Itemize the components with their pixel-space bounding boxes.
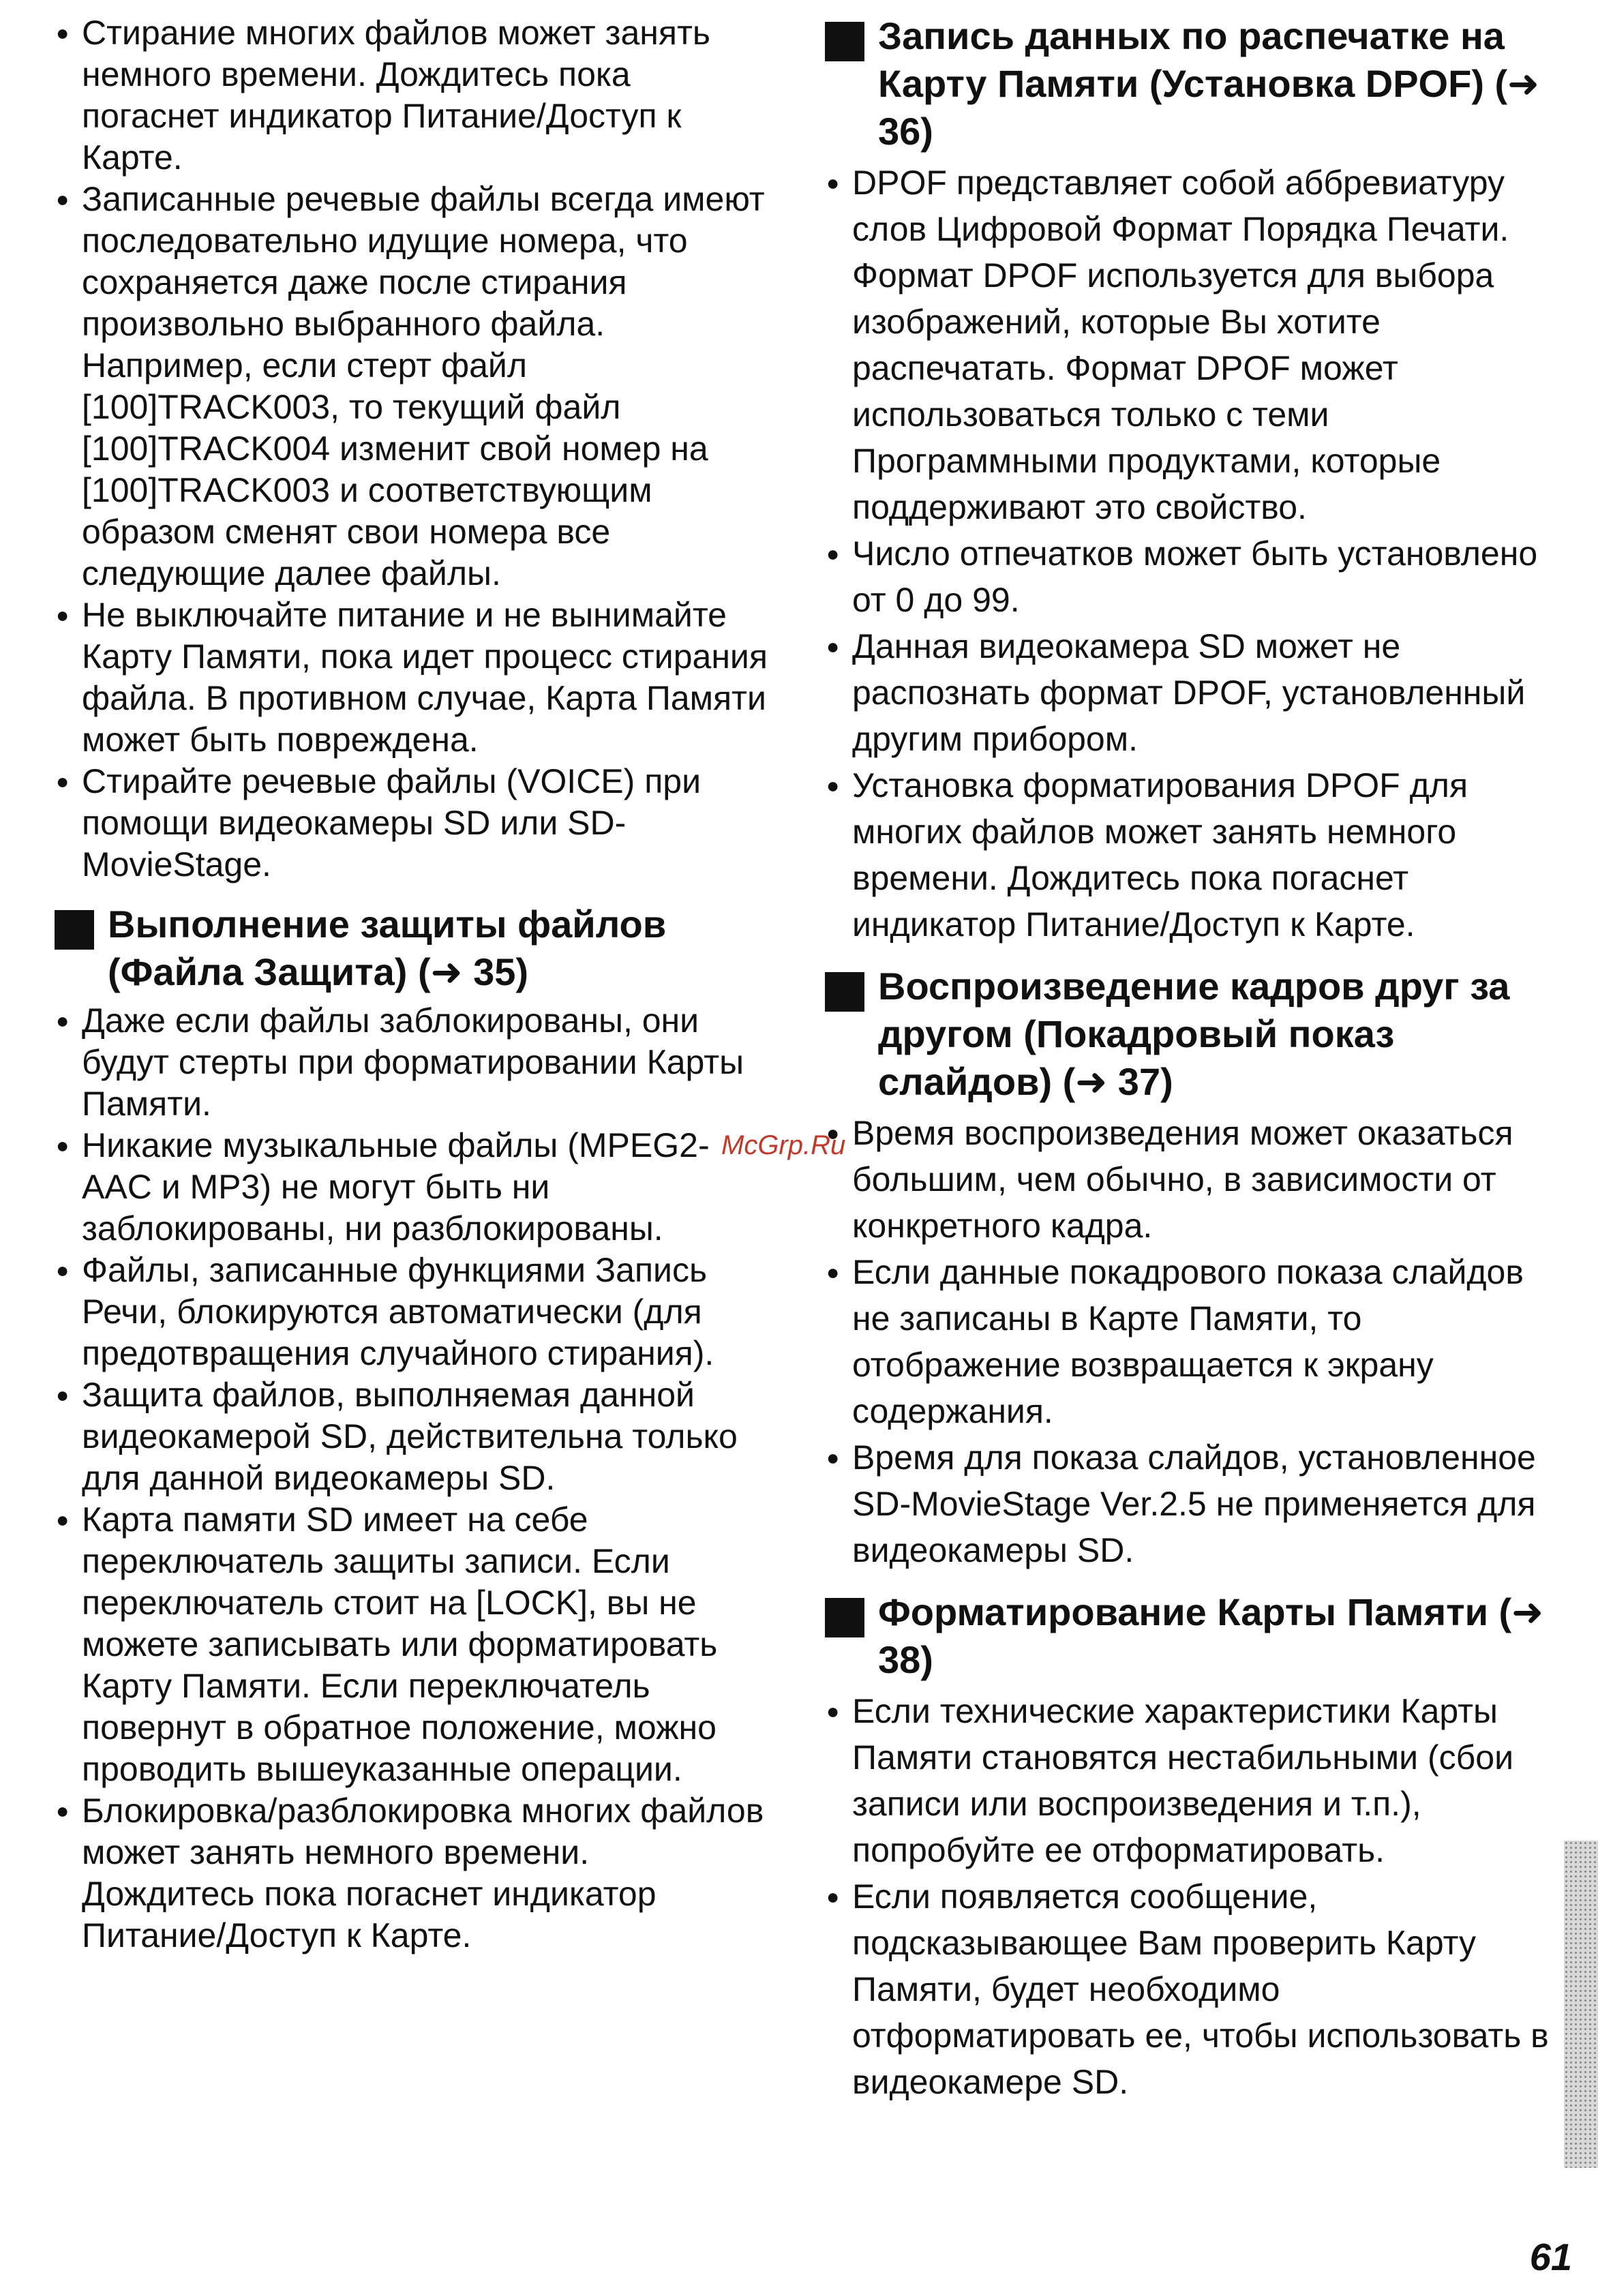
- bullet-item: ● Никакие музыкальные файлы (MPEG2-AAC и MP3) не могут быть ни заблокированы, ни разблокированы.: [55, 1125, 770, 1250]
- bullet-item: ● Число отпечатков может быть установлено от 0 до 99.: [825, 530, 1561, 623]
- page-number: 61: [1529, 2235, 1572, 2278]
- page-edge-tab: [1564, 1841, 1598, 2168]
- right-column: [825, 12, 1561, 2105]
- section-heading-format-card: [825, 1588, 1561, 1684]
- left-column: [55, 12, 770, 1957]
- section-square-icon: [55, 910, 94, 950]
- bullet-item: ● Защита файлов, выполняемая данной видеокамерой SD, действительна только для данной видеокамеры SD.: [55, 1374, 770, 1499]
- section-heading-text: Форматирование Карты Памяти (➜ 38): [878, 1590, 1544, 1681]
- bullet-item: ● Время для показа слайдов, установленное SD-MovieStage Ver.2.5 не применяется для видеокамеры SD.: [825, 1434, 1561, 1573]
- section-heading-slideshow: [825, 963, 1561, 1106]
- bullet-item: ● Стирайте речевые файлы (VOICE) при помощи видеокамеры SD или SD-MovieStage.: [55, 761, 770, 886]
- bullet-item: ● Если технические характеристики Карты Памяти становятся нестабильными (сбои записи или воспроизведения и т.п.), попробуйте ее отформатировать.: [825, 1688, 1561, 1873]
- bullet-item: ● Время воспроизведения может оказаться большим, чем обычно, в зависимости от конкретного кадра.: [825, 1110, 1561, 1249]
- section-heading-text: Выполнение защиты файлов (Файла Защита) (➜ 35): [108, 903, 667, 993]
- bullet-item: ● Если появляется сообщение, подсказывающее Вам проверить Карту Памяти, будет необходимо отформатировать ее, чтобы использовать в видеокамере SD.: [825, 1873, 1561, 2105]
- section-heading-text: Воспроизведение кадров друг за другом (Покадровый показ слайдов) (➜ 37): [878, 965, 1510, 1103]
- section-heading-file-protection: [55, 901, 770, 996]
- section-square-icon: [825, 972, 864, 1012]
- watermark: McGrp.Ru: [721, 1130, 846, 1160]
- bullet-item: ● Записанные речевые файлы всегда имеют последовательно идущие номера, что сохраняется даже после стирания произвольно выбранного файла. Например, если стерт файл [100]TRACK003, то текущий файл [100]TRACK004 изменит свой номер на [100]TRACK003 и соответствующим образом сменят свои номера все следующие далее файлы.: [55, 179, 770, 594]
- section-heading-text: Запись данных по распечатке на Карту Памяти (Установка DPOF) (➜ 36): [878, 14, 1540, 153]
- bullet-item: ● Установка форматирования DPOF для многих файлов может занять немного времени. Дождитесь пока погаснет индикатор Питание/Доступ к Карте.: [825, 762, 1561, 948]
- section-heading-dpof: [825, 12, 1561, 155]
- bullet-item: ● DPOF представляет собой аббревиатуру слов Цифровой Формат Порядка Печати. Формат DPOF используется для выбора изображений, которые Вы хотите распечатать. Формат DPOF может использоваться только с теми Программными продуктами, которые поддерживают это свойство.: [825, 160, 1561, 530]
- bullet-item: ● Даже если файлы заблокированы, они будут стерты при форматировании Карты Памяти.: [55, 1000, 770, 1125]
- bullet-item: ● Файлы, записанные функциями Запись Речи, блокируются автоматически (для предотвращения случайного стирания).: [55, 1250, 770, 1374]
- bullet-item: ● Данная видеокамера SD может не распознать формат DPOF, установленный другим прибором.: [825, 623, 1561, 762]
- section-square-icon: [825, 22, 864, 61]
- section-square-icon: [825, 1598, 864, 1637]
- bullet-item: ● Блокировка/разблокировка многих файлов может занять немного времени. Дождитесь пока погаснет индикатор Питание/Доступ к Карте.: [55, 1790, 770, 1957]
- bullet-item: ● Не выключайте питание и не вынимайте Карту Памяти, пока идет процесс стирания файла. В противном случае, Карта Памяти может быть повреждена.: [55, 594, 770, 761]
- bullet-item: ● Карта памяти SD имеет на себе переключатель защиты записи. Если переключатель стоит на [LOCK], вы не можете записывать или форматировать Карту Памяти. Если переключатель повернут в обратное положение, можно проводить вышеуказанные операции.: [55, 1499, 770, 1790]
- bullet-item: ● Стирание многих файлов может занять немного времени. Дождитесь пока погаснет индикатор Питание/Доступ к Карте.: [55, 12, 770, 179]
- bullet-item: ● Если данные покадрового показа слайдов не записаны в Карте Памяти, то отображение возвращается к экрану содержания.: [825, 1249, 1561, 1434]
